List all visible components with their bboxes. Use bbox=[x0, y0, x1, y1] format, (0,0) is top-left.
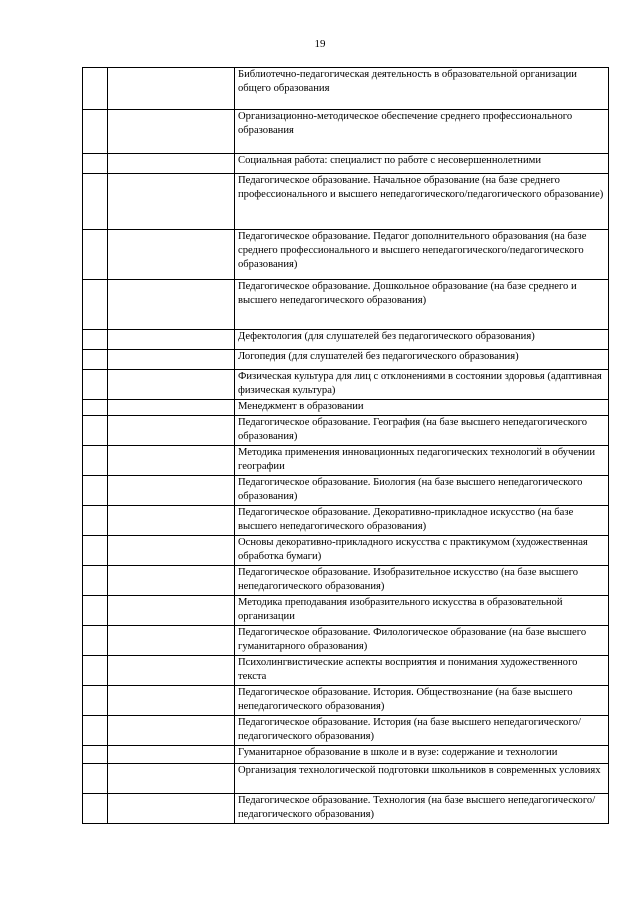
category-cell bbox=[108, 686, 235, 716]
program-name-cell: Педагогическое образование. Дошкольное образование (на базе среднего и высшего непедагогического образования) bbox=[235, 280, 609, 330]
category-cell bbox=[108, 626, 235, 656]
program-name-cell: Педагогическое образование. Биология (на базе высшего непедагогического образования) bbox=[235, 476, 609, 506]
row-number-cell bbox=[83, 476, 108, 506]
program-name-cell: Педагогическое образование. Начальное образование (на базе среднего профессионального и высшего непедагогического/педагогического образование) bbox=[235, 174, 609, 230]
table-row bbox=[83, 656, 609, 686]
row-number-cell bbox=[83, 686, 108, 716]
table-row bbox=[83, 686, 609, 716]
table-row bbox=[83, 794, 609, 824]
table-row bbox=[83, 626, 609, 656]
table-row bbox=[83, 596, 609, 626]
program-name-cell: Библиотечно-педагогическая деятельность в образовательной организации общего образования bbox=[235, 68, 609, 110]
category-cell bbox=[108, 230, 235, 280]
program-name-cell: Методика применения инновационных педагогических технологий в обучении географии bbox=[235, 446, 609, 476]
row-number-cell bbox=[83, 230, 108, 280]
category-cell bbox=[108, 536, 235, 566]
program-name-cell: Физическая культура для лиц с отклонениями в состоянии здоровья (адаптивная физическая культура) bbox=[235, 370, 609, 400]
row-number-cell bbox=[83, 626, 108, 656]
category-cell bbox=[108, 280, 235, 330]
program-name-cell: Логопедия (для слушателей без педагогического образования) bbox=[235, 350, 609, 370]
category-cell bbox=[108, 566, 235, 596]
category-cell bbox=[108, 154, 235, 174]
table-row bbox=[83, 230, 609, 280]
row-number-cell bbox=[83, 350, 108, 370]
category-cell bbox=[108, 174, 235, 230]
table-row bbox=[83, 506, 609, 536]
row-number-cell bbox=[83, 416, 108, 446]
program-name-cell: Педагогическое образование. История. Обществознание (на базе высшего непедагогического образования) bbox=[235, 686, 609, 716]
category-cell bbox=[108, 596, 235, 626]
program-name-cell: Методика преподавания изобразительного искусства в образовательной организации bbox=[235, 596, 609, 626]
program-name-cell: Педагогическое образование. Декоративно-прикладное искусство (на базе высшего непедагогического образования) bbox=[235, 506, 609, 536]
row-number-cell bbox=[83, 656, 108, 686]
table-row bbox=[83, 566, 609, 596]
row-number-cell bbox=[83, 536, 108, 566]
program-name-cell: Психолингвистические аспекты восприятия и понимания художественного текста bbox=[235, 656, 609, 686]
page-number: 19 bbox=[314, 38, 326, 50]
category-cell bbox=[108, 68, 235, 110]
category-cell bbox=[108, 400, 235, 416]
table-row bbox=[83, 330, 609, 350]
row-number-cell bbox=[83, 280, 108, 330]
row-number-cell bbox=[83, 154, 108, 174]
row-number-cell bbox=[83, 566, 108, 596]
program-name-cell: Дефектология (для слушателей без педагогического образования) bbox=[235, 330, 609, 350]
table-row bbox=[83, 370, 609, 400]
row-number-cell bbox=[83, 370, 108, 400]
row-number-cell bbox=[83, 794, 108, 824]
program-name-cell: Социальная работа: специалист по работе с несовершеннолетними bbox=[235, 154, 609, 174]
category-cell bbox=[108, 330, 235, 350]
program-name-cell: Педагогическое образование. Технология (на базе высшего непедагогического/педагогического образования) bbox=[235, 794, 609, 824]
row-number-cell bbox=[83, 446, 108, 476]
table-row bbox=[83, 400, 609, 416]
table-row bbox=[83, 68, 609, 110]
row-number-cell bbox=[83, 746, 108, 764]
table-row bbox=[83, 536, 609, 566]
table-row bbox=[83, 476, 609, 506]
program-name-cell: Основы декоративно-прикладного искусства с практикумом (художественная обработка бумаги) bbox=[235, 536, 609, 566]
program-name-cell: Педагогическое образование. Филологическое образование (на базе высшего гуманитарного образования) bbox=[235, 626, 609, 656]
category-cell bbox=[108, 476, 235, 506]
programs-table bbox=[82, 67, 609, 824]
row-number-cell bbox=[83, 174, 108, 230]
program-name-cell: Педагогическое образование. Педагог дополнительного образования (на базе среднего профессионального и высшего непедагогического/педагогического образования) bbox=[235, 230, 609, 280]
program-name-cell: Организация технологической подготовки школьников в современных условиях bbox=[235, 764, 609, 794]
row-number-cell bbox=[83, 596, 108, 626]
category-cell bbox=[108, 110, 235, 154]
category-cell bbox=[108, 764, 235, 794]
table-row bbox=[83, 350, 609, 370]
row-number-cell bbox=[83, 764, 108, 794]
category-cell bbox=[108, 656, 235, 686]
program-name-cell: Организационно-методическое обеспечение среднего профессионального образования bbox=[235, 110, 609, 154]
table-row bbox=[83, 746, 609, 764]
table-row bbox=[83, 154, 609, 174]
row-number-cell bbox=[83, 68, 108, 110]
category-cell bbox=[108, 794, 235, 824]
row-number-cell bbox=[83, 110, 108, 154]
table-row bbox=[83, 716, 609, 746]
table-row bbox=[83, 280, 609, 330]
row-number-cell bbox=[83, 716, 108, 746]
row-number-cell bbox=[83, 330, 108, 350]
category-cell bbox=[108, 370, 235, 400]
programs-table-body bbox=[83, 68, 609, 824]
category-cell bbox=[108, 746, 235, 764]
table-row bbox=[83, 446, 609, 476]
program-name-cell: Гуманитарное образование в школе и в вузе: содержание и технологии bbox=[235, 746, 609, 764]
table-row bbox=[83, 416, 609, 446]
category-cell bbox=[108, 446, 235, 476]
table-row bbox=[83, 174, 609, 230]
program-name-cell: Педагогическое образование. География (на базе высшего непедагогического образования) bbox=[235, 416, 609, 446]
table-row bbox=[83, 764, 609, 794]
program-name-cell: Менеджмент в образовании bbox=[235, 400, 609, 416]
table-row bbox=[83, 110, 609, 154]
program-name-cell: Педагогическое образование. Изобразительное искусство (на базе высшего непедагогического образования) bbox=[235, 566, 609, 596]
program-name-cell: Педагогическое образование. История (на базе высшего непедагогического/педагогического образования) bbox=[235, 716, 609, 746]
category-cell bbox=[108, 506, 235, 536]
category-cell bbox=[108, 350, 235, 370]
row-number-cell bbox=[83, 506, 108, 536]
row-number-cell bbox=[83, 400, 108, 416]
category-cell bbox=[108, 716, 235, 746]
category-cell bbox=[108, 416, 235, 446]
